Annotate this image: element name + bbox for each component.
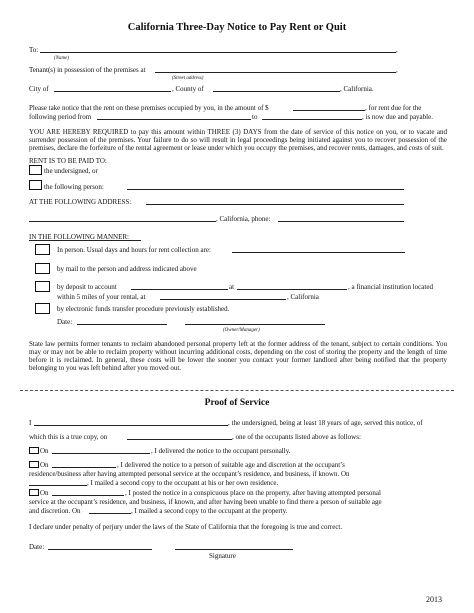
phone-field[interactable]	[278, 221, 404, 222]
substitute-on-label: On	[40, 461, 49, 469]
posting-date-field[interactable]	[52, 495, 124, 496]
posting-mail-date-field[interactable]	[89, 513, 131, 514]
posting-attempt-text: service at the occupant’s residence, and business, if known, and after having been unable to find there a person of suitable age	[29, 498, 382, 506]
deposit-state-suffix: , California	[287, 293, 319, 301]
page-title: California Three-Day Notice to Pay Rent or Quit	[127, 22, 347, 33]
rent-amount-field[interactable]	[293, 110, 365, 111]
period-to-field[interactable]	[262, 119, 362, 120]
proof-heading: Proof of Service	[204, 398, 270, 408]
property-paragraph: State law permits former tenants to reclaim abandoned personal property left at the former address of the tenant, subject to certain conditions. You may or may not be able to reclaim property without incurring additional costs, depending on the cost of storing the property and the length of time before it is reclaimed. In general, these costs will be lower the sooner you contact your former landlord after being notified that the property belonging to you was left behind after you moved out.	[29, 340, 447, 372]
proof-intro-i: I	[29, 419, 32, 427]
substitute-service-date-field[interactable]	[52, 467, 116, 468]
payable-text: , is now due and payable.	[362, 113, 433, 121]
required-paragraph: YOU ARE HEREBY REQUIRED to pay this amount within THREE (3) DAYS from the date of service of this notice on you, or to vacate and surrender possession of the premises. Your failure to do so will result in legal proceedings being initiated against you to recover possession of the premises, declare the forfeiture of the rental agreement or lease under which you occupy the premises, and recover rents, damages, and costs of suit.	[29, 128, 447, 152]
period-to-label: to	[252, 113, 258, 121]
personal-service-date-field[interactable]	[52, 453, 150, 454]
section-divider	[20, 390, 454, 391]
substitute-mail-text: , I mailed a second copy to the occupant at his or her own residence.	[87, 479, 279, 487]
substitute-mail-date-field[interactable]	[29, 485, 87, 486]
deposit-checkbox[interactable]	[35, 281, 50, 292]
substitute-attempt-text: residence/business after having attempted personal service at the occupant’s residence, and business, if known. On	[29, 470, 350, 478]
period-from-field[interactable]	[97, 119, 251, 120]
period-from-label: following period from	[29, 113, 92, 121]
date-label: Date:	[57, 318, 73, 326]
city-label: City of	[29, 85, 49, 93]
posting-service-checkbox[interactable]	[29, 489, 39, 496]
deposit-option: by deposit to account	[57, 283, 117, 291]
personal-service-checkbox[interactable]	[29, 447, 39, 454]
posting-on-label: On	[40, 489, 49, 497]
address-heading: AT THE FOLLOWING ADDRESS:	[29, 198, 132, 206]
institution-address-field[interactable]	[160, 299, 286, 300]
substitute-service-text: , I delivered the notice to a person of suitable age and discretion at the occupant’s	[117, 461, 345, 469]
form-year: 2013	[426, 595, 442, 604]
owner-signature-field[interactable]	[185, 324, 325, 325]
declaration-text: I declare under penalty of perjury under the laws of the State of California that the foregoing is true and correct.	[29, 523, 343, 531]
collection-hours-field[interactable]	[232, 252, 405, 253]
mail-checkbox[interactable]	[35, 263, 50, 274]
undersigned-checkbox[interactable]	[29, 165, 42, 175]
street-address-field[interactable]	[155, 72, 396, 73]
tenant-name-field[interactable]	[40, 52, 396, 53]
notice-date-field[interactable]	[77, 324, 167, 325]
following-person-field[interactable]	[127, 189, 404, 190]
deposit-location-label: within 5 miles of your rental, at	[57, 293, 146, 301]
name-caption: (Name)	[54, 56, 69, 61]
proof-true-copy: which this is a true copy, on	[29, 433, 108, 441]
tenants-label: Tenant(s) in possession of the premises at	[29, 66, 146, 74]
owner-caption: (Owner/Manager)	[223, 328, 260, 333]
deposit-at-label: at	[229, 283, 235, 291]
street-caption: (Street address)	[172, 76, 204, 81]
street-comma: ,	[396, 66, 398, 74]
in-person-checkbox[interactable]	[35, 244, 50, 255]
manner-heading: IN THE FOLLOWING MANNER:	[29, 233, 129, 241]
phone-label: , California, phone:	[216, 215, 271, 223]
personal-service-text: , I delivered the notice to the occupant personally.	[151, 447, 291, 455]
to-label: To:	[29, 46, 39, 54]
personal-on-label: On	[40, 447, 49, 455]
in-person-option: In person. Usual days and hours for rent collection are:	[57, 246, 211, 254]
proof-occupants-text: , one of the occupants listed above as follows:	[232, 433, 361, 441]
city-field[interactable]	[54, 91, 171, 92]
rent-due-text: , for rent due for the	[365, 104, 422, 112]
undersigned-option: the undersigned, or	[44, 167, 98, 175]
payment-street-field[interactable]	[146, 204, 404, 205]
paid-to-heading: RENT IS TO BE PAID TO:	[29, 157, 107, 165]
server-name-field[interactable]	[34, 425, 228, 426]
county-field[interactable]	[213, 91, 340, 92]
manner-heading-rule	[29, 240, 141, 241]
deposit-institution-text: , a financial institution located	[348, 283, 433, 291]
posting-service-text: , I posted the notice in a conspicuous place on the property, after having attempted personal	[125, 489, 381, 497]
posting-discretion-text: and discretion. On	[29, 507, 81, 515]
proof-intro-text: , the undersigned, being at least 18 years of age, served this notice, of	[228, 419, 423, 427]
server-signature-field[interactable]	[175, 549, 293, 550]
account-number-field[interactable]	[131, 289, 228, 290]
financial-institution-field[interactable]	[237, 289, 347, 290]
county-label: , County of	[172, 85, 204, 93]
substitute-service-checkbox[interactable]	[29, 461, 39, 468]
proof-date-label: Date:	[29, 543, 45, 551]
eft-option: by electronic funds transfer procedure previously established.	[57, 305, 230, 313]
state-suffix: , California.	[340, 85, 374, 93]
signature-caption: Signature	[209, 552, 236, 560]
rent-notice-text: Please take notice that the rent on these premises occupied by you, in the amount of $	[29, 104, 269, 112]
payment-city-field[interactable]	[29, 221, 216, 222]
following-person-checkbox[interactable]	[29, 180, 42, 190]
eft-checkbox[interactable]	[35, 303, 50, 314]
mail-option: by mail to the person and address indicated above	[57, 265, 197, 273]
following-person-option: the following person:	[44, 183, 104, 191]
occupant-name-field[interactable]	[127, 439, 232, 440]
posting-mail-text: , I mailed a second copy to the occupant at the property.	[131, 507, 288, 515]
to-comma: ,	[396, 46, 398, 54]
proof-date-field[interactable]	[48, 549, 152, 550]
